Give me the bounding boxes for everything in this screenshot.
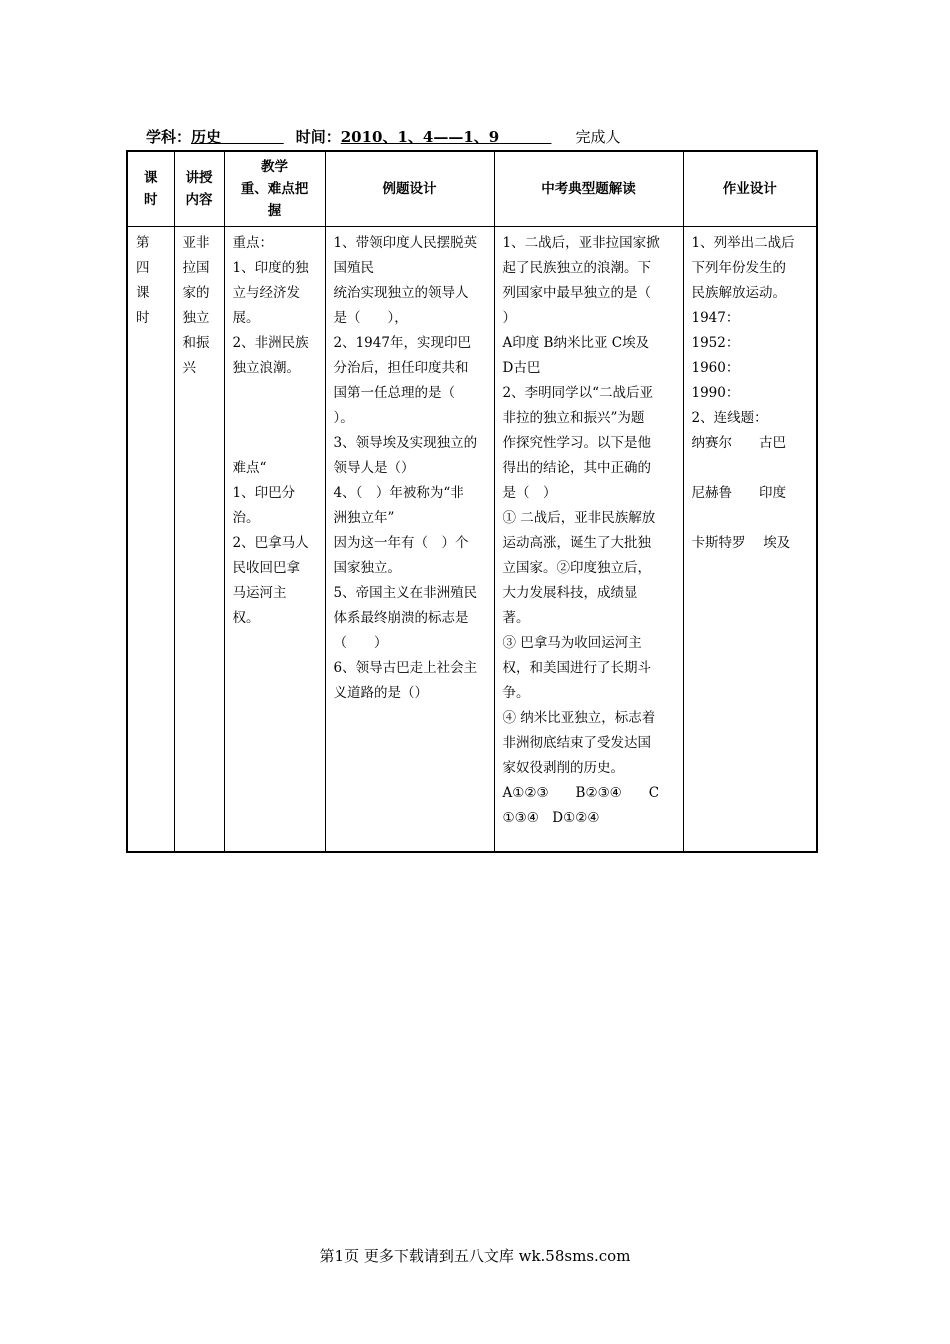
cell-line: 是（ ） [502, 485, 557, 501]
cell-line: 时 [136, 310, 150, 326]
cell-line: 重点： [232, 235, 273, 251]
cell-line: 课 [144, 170, 158, 186]
cell-line: 握 [267, 203, 282, 219]
document-header [146, 126, 826, 147]
cell-line [692, 506, 810, 531]
cell-line: 展。 [232, 310, 260, 326]
cell-line: 时 [144, 192, 158, 208]
cell-line: 统治实现独立的领导人 [333, 285, 469, 301]
cell-line: 非洲彻底结束了受发达国 [502, 735, 651, 751]
cell-homework [683, 227, 817, 853]
header-focus [224, 151, 325, 227]
cell-line: 5、帝国主义在非洲殖民 [333, 585, 478, 601]
cell-line: 义道路的是（） [333, 685, 428, 701]
cell-line [233, 406, 318, 431]
cell-line: 亚非 [182, 235, 210, 251]
cell-line: 内容 [185, 192, 213, 208]
cell-line: 教学 [261, 159, 288, 175]
cell-line: 争。 [502, 685, 530, 701]
cell-line: 体系最终崩溃的标志是 [333, 610, 469, 626]
cell-line: 1、印巴分 [232, 485, 296, 501]
header-exam: 中考典型题解读 [494, 151, 683, 227]
cell-line: A①②③ B②③④ C [502, 785, 660, 801]
cell-line: 2、连线题： [691, 410, 768, 426]
cell-line: 讲授 [185, 170, 213, 186]
header-homework: 作业设计 [683, 151, 817, 227]
cell-line: 纳赛尔 古巴 [691, 435, 786, 451]
time-underline-pad [499, 128, 551, 146]
cell-line: 拉国 [182, 260, 210, 276]
cell-line: 国家独立。 [333, 560, 401, 576]
cell-line: 运动高涨，诞生了大批独 [502, 535, 651, 551]
cell-line: 立与经济发 [232, 285, 300, 301]
cell-line: 2、1947年，实现印巴 [333, 335, 471, 351]
cell-line: 非拉的独立和振兴”为题 [502, 410, 645, 426]
cell-line: 1952： [691, 335, 740, 351]
cell-line: ③ 巴拿马为收回运河主 [502, 635, 642, 651]
cell-line: 治。 [232, 510, 260, 526]
cell-line: 立国家。②印度独立后， [502, 560, 651, 576]
header-content [174, 151, 224, 227]
cell-line: 和振 [182, 335, 210, 351]
cell-line: 权。 [232, 610, 260, 626]
subject-underline-pad [221, 128, 284, 146]
cell-line: D古巴 [502, 360, 541, 376]
subject-label: 学科： [146, 128, 192, 146]
cell-line: 难点“ [232, 460, 267, 476]
cell-line: 1990： [691, 385, 740, 401]
cell-line: 3、领导埃及实现独立的 [333, 435, 478, 451]
cell-line: 课 [136, 285, 150, 301]
cell-line: 因为这一年有（ ）个 [333, 535, 469, 551]
cell-line: ）。 [333, 410, 354, 426]
lesson-plan-table [126, 150, 818, 853]
cell-focus [224, 227, 325, 853]
cell-line: 国第一任总理的是（ [333, 385, 455, 401]
cell-content [174, 227, 224, 853]
cell-line: 1960： [691, 360, 740, 376]
cell-line: 作探究性学习。以下是他 [502, 435, 651, 451]
cell-line: 分治后，担任印度共和 [333, 360, 469, 376]
time-label: 时间： [295, 128, 341, 146]
header-period [127, 151, 174, 227]
cell-line: 民收回巴拿 [232, 560, 300, 576]
cell-line: 领导人是（） [333, 460, 415, 476]
cell-line: 列国家中最早独立的是（ [502, 285, 651, 301]
subject-value: 历史 [191, 128, 222, 146]
cell-line: 马运河主 [232, 585, 287, 601]
cell-line: 家奴役剥削的历史。 [502, 760, 624, 776]
cell-period [127, 227, 174, 853]
cell-line: （ ） [333, 635, 388, 651]
cell-line: 得出的结论，其中正确的 [502, 460, 651, 476]
cell-line: 2、非洲民族 [232, 335, 309, 351]
cell-line: 6、领导古巴走上社会主 [333, 660, 478, 676]
cell-line: 2、李明同学以“二战后亚 [502, 385, 653, 401]
cell-line: 第 [136, 235, 150, 251]
cell-line: 1、印度的独 [232, 260, 309, 276]
cell-line: 大力发展科技，成绩显 [502, 585, 638, 601]
cell-line: ①③④ D①②④ [502, 810, 600, 826]
cell-line [233, 381, 318, 406]
cell-line: ④ 纳米比亚独立，标志着 [502, 710, 656, 726]
cell-line: 是（ ）， [333, 310, 408, 326]
header-examples: 例题设计 [325, 151, 494, 227]
cell-line: 独立浪潮。 [232, 360, 300, 376]
table-header-row [127, 151, 817, 227]
cell-line: 国殖民 [333, 260, 374, 276]
cell-line: 洲独立年” [333, 510, 395, 526]
page-footer: 第1页 更多下载请到五八文库 wk.58sms.com [319, 1247, 631, 1265]
cell-line: 著。 [502, 610, 530, 626]
cell-line: ① 二战后，亚非民族解放 [502, 510, 656, 526]
cell-line: 1、二战后，亚非拉国家掀 [502, 235, 660, 251]
author-label: 完成人 [575, 128, 621, 146]
cell-line [233, 431, 318, 456]
cell-line: 1、列举出二战后 [691, 235, 795, 251]
cell-line: 四 [136, 260, 150, 276]
cell-line: 4、（ ）年被称为“非 [333, 485, 464, 501]
cell-exam [494, 227, 683, 853]
cell-line: 卡斯特罗 埃及 [691, 535, 791, 551]
cell-line: ） [502, 310, 516, 326]
time-value: 2010、1、4——1、9 [340, 128, 500, 146]
cell-line: A印度 B纳米比亚 C埃及 [502, 335, 650, 351]
cell-examples [325, 227, 494, 853]
cell-line: 民族解放运动。 [691, 285, 786, 301]
cell-line: 尼赫鲁 印度 [691, 485, 786, 501]
cell-line: 兴 [182, 360, 196, 376]
cell-line: 权，和美国进行了长期斗 [502, 660, 651, 676]
cell-line: 独立 [182, 310, 210, 326]
cell-line [692, 456, 810, 481]
cell-line: 1、带领印度人民摆脱英 [333, 235, 478, 251]
cell-line: 重、难点把 [240, 181, 309, 197]
cell-line: 起了民族独立的浪潮。下 [502, 260, 651, 276]
cell-line: 2、巴拿马人 [232, 535, 309, 551]
cell-line: 下列年份发生的 [691, 260, 786, 276]
cell-line: 1947： [691, 310, 740, 326]
table-row [127, 227, 817, 853]
cell-line: 家的 [182, 285, 210, 301]
